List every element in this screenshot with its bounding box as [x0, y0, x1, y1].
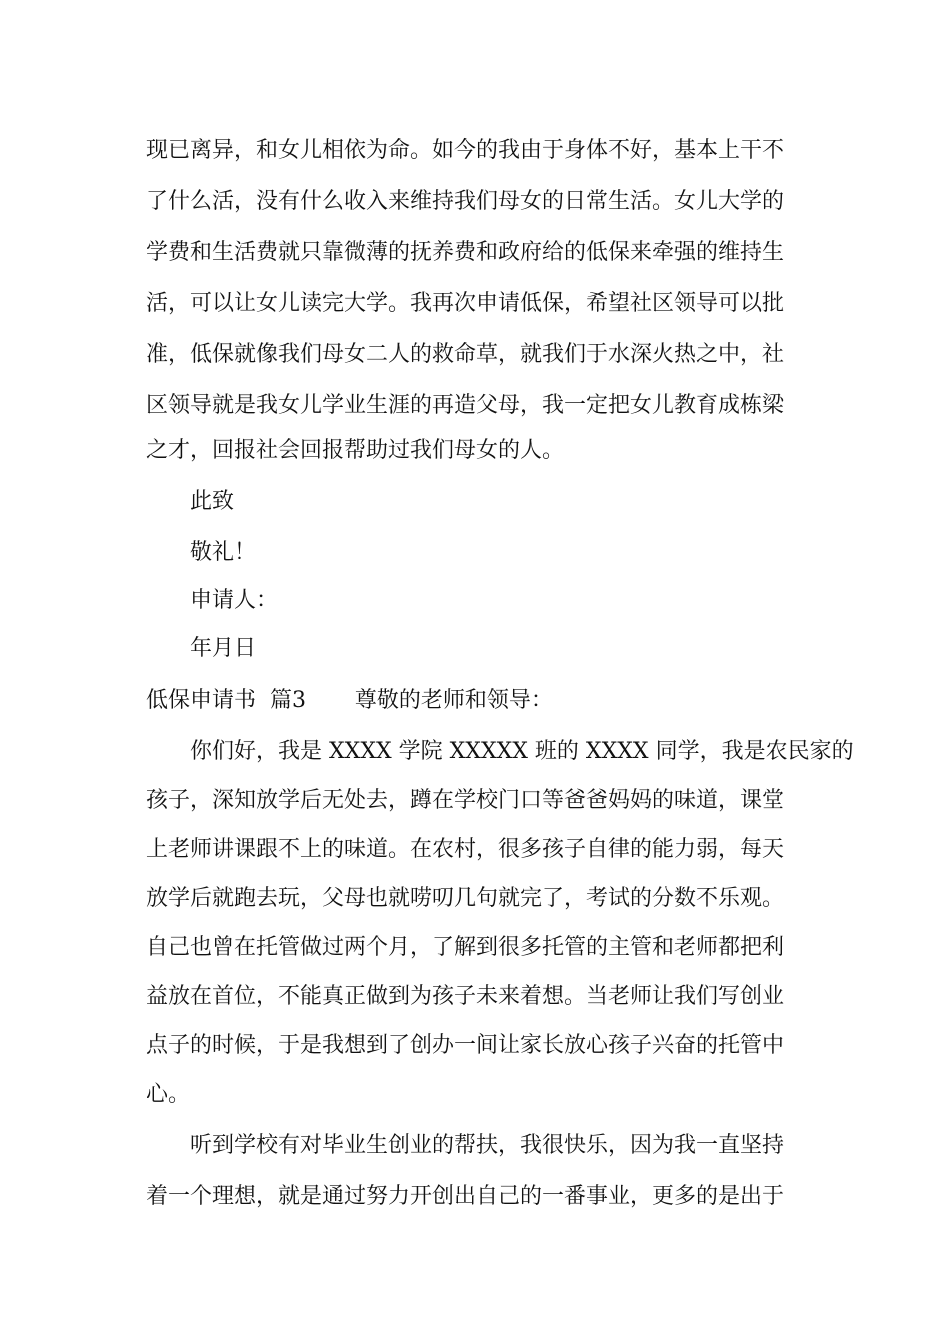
applicant-label: 申请人： — [190, 588, 279, 613]
paragraph-3-line: 着一个理想，就是通过努力开创出自己的一番事业，更多的是出于 — [146, 1184, 785, 1209]
paragraph-2-line: 自己也曾在托管做过两个月，了解到很多托管的主管和老师都把利 — [146, 935, 785, 960]
paragraph-2-line: 益放在首位，不能真正做到为孩子未来着想。当老师让我们写创业 — [146, 984, 785, 1009]
paragraph-1-line: 准，低保就像我们母女二人的救命草，就我们于水深火热之中，社 — [146, 342, 785, 367]
paragraph-1-line: 活，可以让女儿读完大学。我再次申请低保，希望社区领导可以批 — [146, 291, 785, 316]
paragraph-1-line: 现已离异，和女儿相依为命。如今的我由于身体不好，基本上干不 — [146, 138, 785, 163]
paragraph-1-line: 区领导就是我女儿学业生涯的再造父母，我一定把女儿教育成栋梁 — [146, 393, 785, 418]
paragraph-2-line: 心。 — [146, 1082, 191, 1107]
paragraph-1-line: 之才，回报社会回报帮助过我们母女的人。 — [146, 438, 565, 463]
paragraph-1-line: 了什么活，没有什么收入来维持我们母女的日常生活。女儿大学的 — [146, 189, 785, 214]
paragraph-2-line: 孩子，深知放学后无处去，蹲在学校门口等爸爸妈妈的味道，课堂 — [146, 788, 785, 813]
paragraph-2-line: 放学后就跑去玩，父母也就唠叨几句就完了，考试的分数不乐观。 — [146, 886, 785, 911]
paragraph-3-line: 听到学校有对毕业生创业的帮扶，我很快乐，因为我一直坚持 — [190, 1133, 785, 1158]
closing-salutation-2: 敬礼！ — [190, 540, 257, 565]
paragraph-1-line: 学费和生活费就只靠微薄的抚养费和政府给的低保来牵强的维持生 — [146, 240, 785, 265]
paragraph-2-line: 你们好，我是 XXXX 学院 XXXXX 班的 XXXX 同学，我是农民家的 — [190, 739, 854, 764]
closing-salutation-1: 此致 — [190, 489, 235, 514]
paragraph-2-line: 上老师讲课跟不上的味道。在农村，很多孩子自律的能力弱，每天 — [146, 837, 785, 862]
date-label: 年月日 — [190, 636, 257, 661]
paragraph-2-line: 点子的时候，于是我想到了创办一间让家长放心孩子兴奋的托管中 — [146, 1033, 785, 1058]
section-heading: 低保申请书 篇3 尊敬的老师和领导： — [146, 688, 553, 713]
